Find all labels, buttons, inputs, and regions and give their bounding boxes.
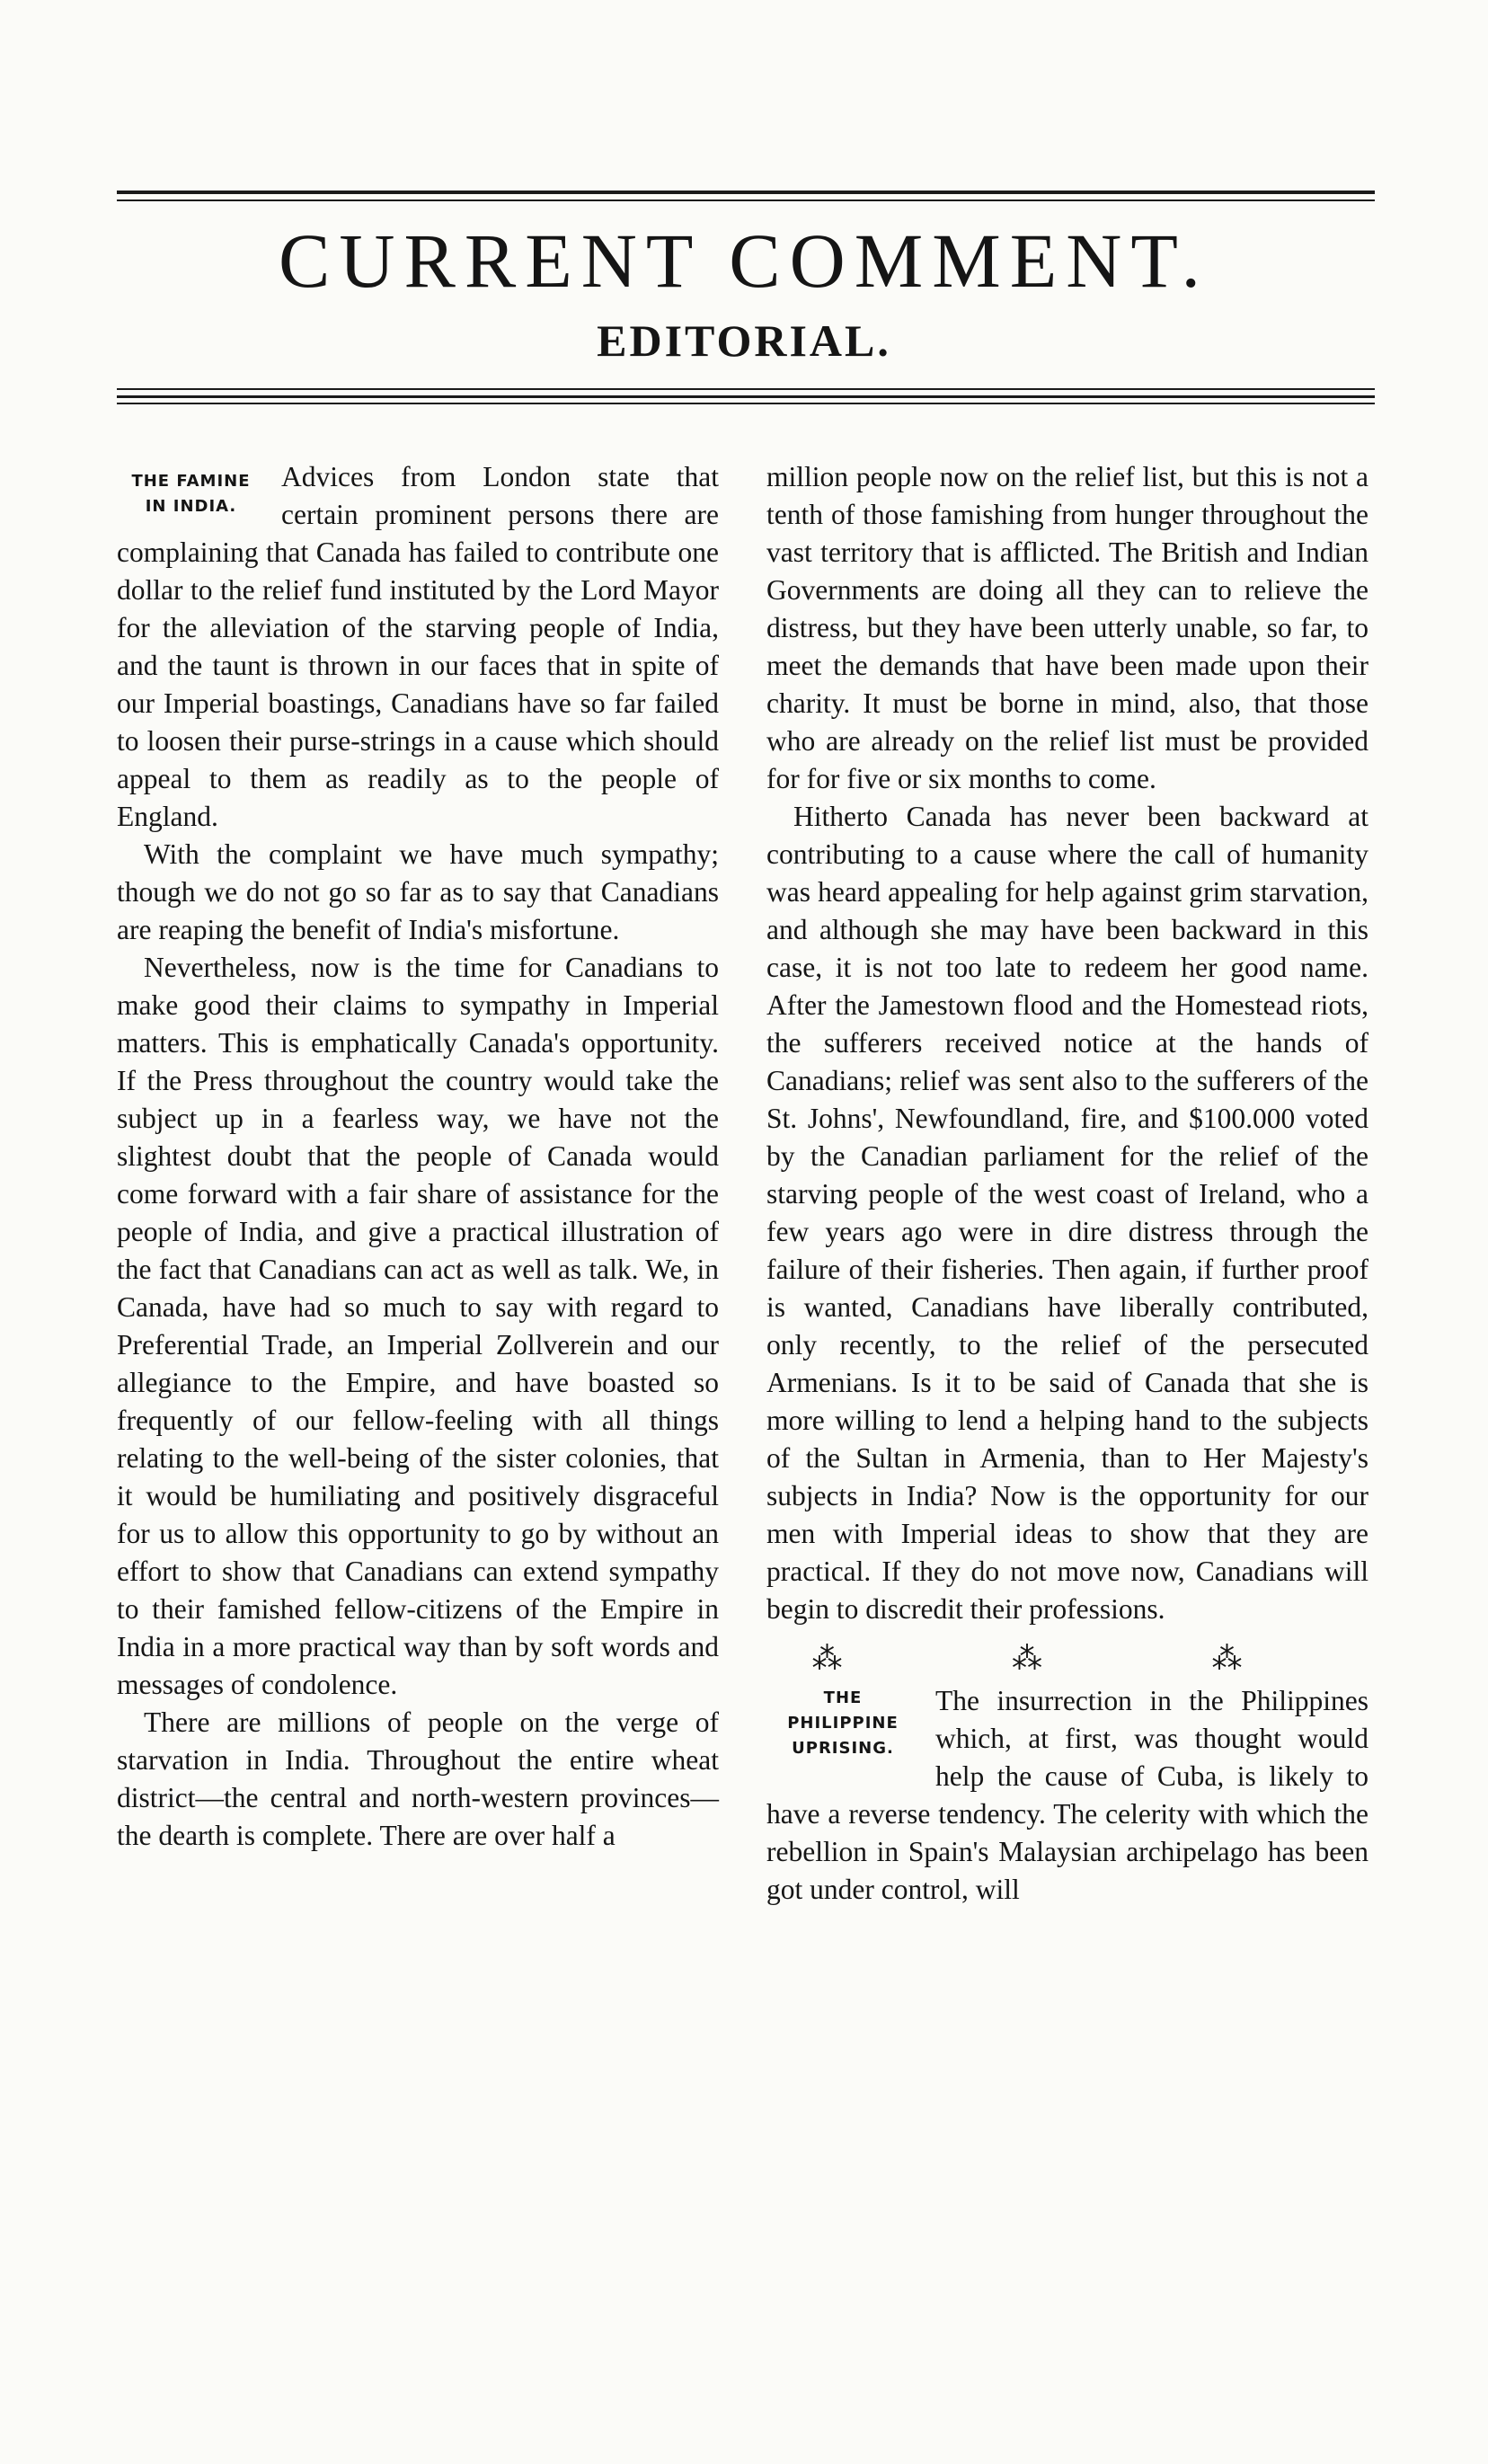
left-column — [117, 458, 719, 1855]
paragraph: The insurrection in the Philippines which, at first, was thought would help the cause of Cuba, is likely to have a reverse tendency. The celerity with which the rebellion in Spain's Malaysian archipelago has been got under control, will — [766, 1685, 1368, 1905]
sidehead-famine-line2: IN INDIA. — [145, 497, 237, 516]
paragraph: With the complaint we have much sympathy; though we do not go so far as to say that Canadians are reaping the benefit of India's misfortune. — [117, 838, 719, 945]
sidehead-philippine-line3: UPRISING. — [792, 1739, 894, 1758]
paragraph: Nevertheless, now is the time for Canadians to make good their claims to sympathy in Imperial matters. This is emphatically Canada's opportunity. If the Press throughout the country would take the subject up in a fearless way, we have not the slightest doubt that the people of Canada would come forward with a fair share of assistance for the people of India, and give a practical illustration of the fact that Canadians can act as well as talk. We, in Canada, have had so much to say with regard to Preferential Trade, an Imperial Zollverein and our allegiance to the Empire, and have boasted so frequently of our fellow-feeling with all things relating to the well-being of the sister colonies, that it would be humiliating and positively disgraceful for us to allow this opportunity to go by without an effort to show that Canadians can extend sympathy to their famished fellow-citizens of the Empire in India in a more practical way than by soft words and messages of condolence. — [117, 952, 719, 1700]
page-title: CURRENT COMMENT. — [279, 217, 1209, 304]
paragraph: Advices from London state that certain prominent persons there are complaining that Canada has failed to contribute one dollar to the relief fund instituted by the Lord Mayor for the alleviation of the starving people of India, and the taunt is thrown in our faces that in spite of our Imperial boastings, Canadians have so far failed to loosen their purse-strings in a cause which should appeal to them as readily as to the people of England. — [117, 461, 719, 832]
sidehead-famine — [117, 469, 265, 519]
paragraph: There are millions of people on the verge of starvation in India. Throughout the entire wheat district—the central and north-western provinces—the dearth is complete. There are over half a — [117, 1706, 719, 1851]
sidehead-philippine-line2: PHILIPPINE — [787, 1714, 899, 1733]
paragraph: Hitherto Canada has never been backward at contributing to a cause where the call of humanity was heard appealing for help against grim starvation, and although she may have been backward in this case, it is not too late to redeem her good name. After the Jamestown flood and the Homestead riots, the sufferers received notice at the hands of Canadians; relief was sent also to the sufferers of the St. Johns', Newfoundland, fire, and $100.000 voted by the Canadian parliament for the relief of the starving people of the west coast of Ireland, who a few years ago were in dire distress through the failure of their fisheries. Then again, if further proof is wanted, Canadians have liberally contributed, only recently, to the relief of the persecuted Armenians. Is it to be said of Canada that she is more willing to lend a helping hand to the subjects of the Sultan in Armenia, than to Her Majesty's subjects in India? Now is the opportunity for our men with Imperial ideas to show that they are practical. If they do not move now, Canadians will begin to discredit their professions. — [766, 801, 1368, 1625]
sidehead-philippine — [766, 1686, 919, 1761]
paragraph: million people now on the relief list, but this is not a tenth of those famishing from hunger throughout the vast territory that is afflicted. The British and Indian Governments are doing all they can to relieve the distress, but they have been utterly unable, so far, to meet the demands that have been made upon their charity. It must be borne in mind, also, that those who are already on the relief list must be provided for for five or six months to come. — [766, 461, 1368, 794]
sub-rule-thin-2 — [117, 403, 1375, 404]
top-rule-thick — [117, 191, 1375, 194]
sub-rule-thin — [117, 388, 1375, 390]
right-column — [766, 458, 1368, 1909]
top-rule-thin — [117, 199, 1375, 201]
sub-rule-thick — [117, 395, 1375, 398]
sidehead-philippine-line1: THE — [823, 1688, 863, 1707]
sidehead-famine-line1: THE FAMINE — [131, 472, 251, 491]
page-subtitle: EDITORIAL. — [597, 315, 891, 366]
section-separator: ⁂ ⁂ ⁂ — [811, 1643, 1324, 1676]
